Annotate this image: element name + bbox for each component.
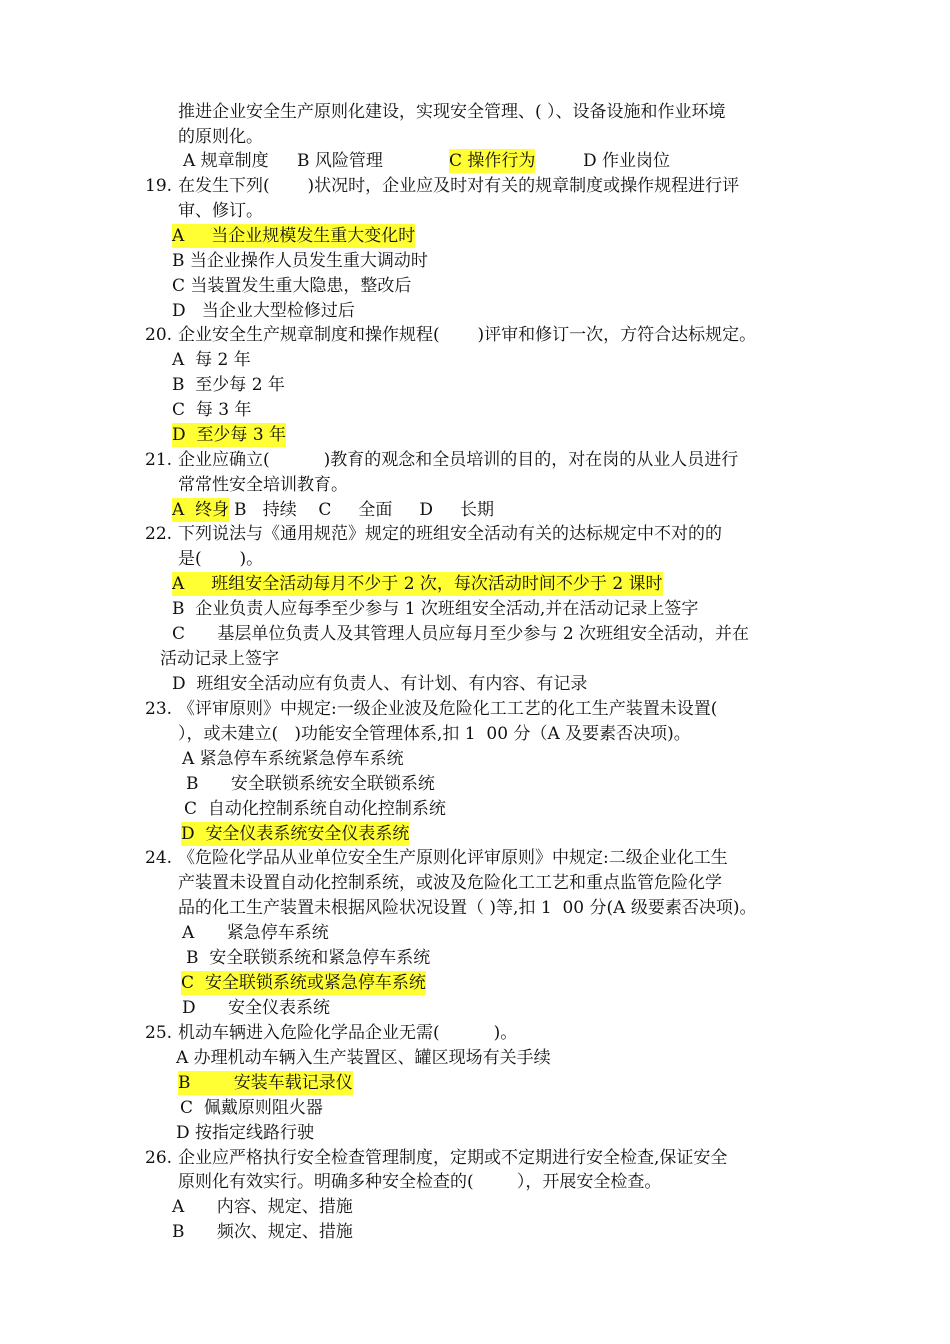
option-a-answer: A 班组安全活动每月不少于 2 次，每次活动时间不少于 2 课时: [172, 574, 663, 594]
option-c: C 每 3 年: [172, 400, 252, 420]
question-text-line: 企业安全生产规章制度和操作规程( )评审和修订一次，方符合达标规定。: [178, 325, 757, 345]
question-text-line: 产装置未设置自动化控制系统，或波及危险化工工艺和重点监管危险化学: [178, 873, 722, 893]
question-text-line: 常常性安全培训教育。: [178, 475, 348, 495]
question-text-line: 企业应确立( )教育的观念和全员培训的目的，对在岗的从业人员进行: [178, 450, 739, 470]
question-text-line: ），或未建立( )功能安全管理体系,扣 1 00 分（A 及要素否决项)。: [178, 724, 691, 744]
option-a: A 每 2 年: [172, 350, 251, 370]
option-b: B 当企业操作人员发生重大调动时: [172, 251, 428, 271]
question-text-line: 的原则化。: [178, 127, 263, 147]
option-d-answer: D 安全仪表系统安全仪表系统: [181, 824, 410, 844]
question-text-line: 企业应严格执行安全检查管理制度，定期或不定期进行安全检查,保证安全: [178, 1148, 728, 1168]
option-c-continued: 活动记录上签字: [160, 649, 279, 669]
option-d: D 作业岗位: [583, 151, 671, 171]
question-text-line: 原则化有效实行。明确多种安全检查的( ），开展安全检查。: [178, 1172, 662, 1192]
option-b: B 企业负责人应每季至少参与 1 次班组安全活动,并在活动记录上签字: [172, 599, 699, 619]
option-a: A 办理机动车辆入生产装置区、罐区现场有关手续: [176, 1048, 551, 1068]
option-a-answer: A 终身: [172, 500, 230, 520]
option-c-answer: C 安全联锁系统或紧急停车系统: [181, 973, 426, 993]
question-number: 25.: [145, 1023, 173, 1043]
question-number: 22.: [145, 524, 173, 544]
option-c: C 当装置发生重大隐患，整改后: [172, 276, 412, 296]
question-text-line: 《评审原则》中规定:一级企业波及危险化工工艺的化工生产装置未设置(: [178, 699, 718, 719]
option-c: C 佩戴原则阻火器: [180, 1098, 323, 1118]
options-b-c-d: B 持续 C 全面 D 长期: [234, 500, 495, 520]
question-number: 24.: [145, 848, 173, 868]
question-text-line: 审、修订。: [178, 201, 263, 221]
option-b: B 风险管理: [297, 151, 383, 171]
option-d: D 按指定线路行驶: [176, 1123, 315, 1143]
option-c: C 基层单位负责人及其管理人员应每月至少参与 2 次班组安全活动，并在: [172, 624, 750, 644]
option-a: A 规章制度: [183, 151, 269, 171]
option-a: A 紧急停车系统: [182, 923, 329, 943]
option-a: A 内容、规定、措施: [172, 1197, 353, 1217]
option-b: B 频次、规定、措施: [172, 1222, 353, 1242]
question-text-line: 下列说法与《通用规范》规定的班组安全活动有关的达标规定中不对的的: [178, 524, 722, 544]
option-b-answer: B 安装车载记录仪: [178, 1073, 353, 1093]
question-number: 23.: [145, 699, 173, 719]
option-a-answer: A 当企业规模发生重大变化时: [172, 226, 416, 246]
question-number: 21.: [145, 450, 173, 470]
option-d: D 当企业大型检修过后: [172, 301, 355, 321]
question-text-line: 《危险化学品从业单位安全生产原则化评审原则》中规定:二级企业化工生: [178, 848, 728, 868]
option-c-answer: C 操作行为: [449, 151, 536, 171]
question-number: 26.: [145, 1148, 173, 1168]
option-a: A 紧急停车系统紧急停车系统: [182, 749, 404, 769]
option-b: B 安全联锁系统安全联锁系统: [186, 774, 435, 794]
question-text-line: 机动车辆进入危险化学品企业无需( )。: [178, 1023, 518, 1043]
option-d: D 安全仪表系统: [182, 998, 331, 1018]
question-text-line: 品的化工生产装置未根据风险状况设置（ )等,扣 1 00 分(A 级要素否决项)。: [178, 898, 757, 918]
option-b: B 安全联锁系统和紧急停车系统: [186, 948, 431, 968]
option-d: D 班组安全活动应有负责人、有计划、有内容、有记录: [172, 674, 588, 694]
option-d-answer: D 至少每 3 年: [172, 425, 287, 445]
option-b: B 至少每 2 年: [172, 375, 285, 395]
question-number: 19.: [145, 176, 173, 196]
question-text-line: 推进企业安全生产原则化建设，实现安全管理、( ）、设备设施和作业环境: [178, 102, 726, 122]
option-c: C 自动化控制系统自动化控制系统: [184, 799, 446, 819]
question-text-line: 在发生下列( )状况时，企业应及时对有关的规章制度或操作规程进行评: [178, 176, 740, 196]
question-text-line: 是( )。: [178, 549, 264, 569]
question-number: 20.: [145, 325, 173, 345]
